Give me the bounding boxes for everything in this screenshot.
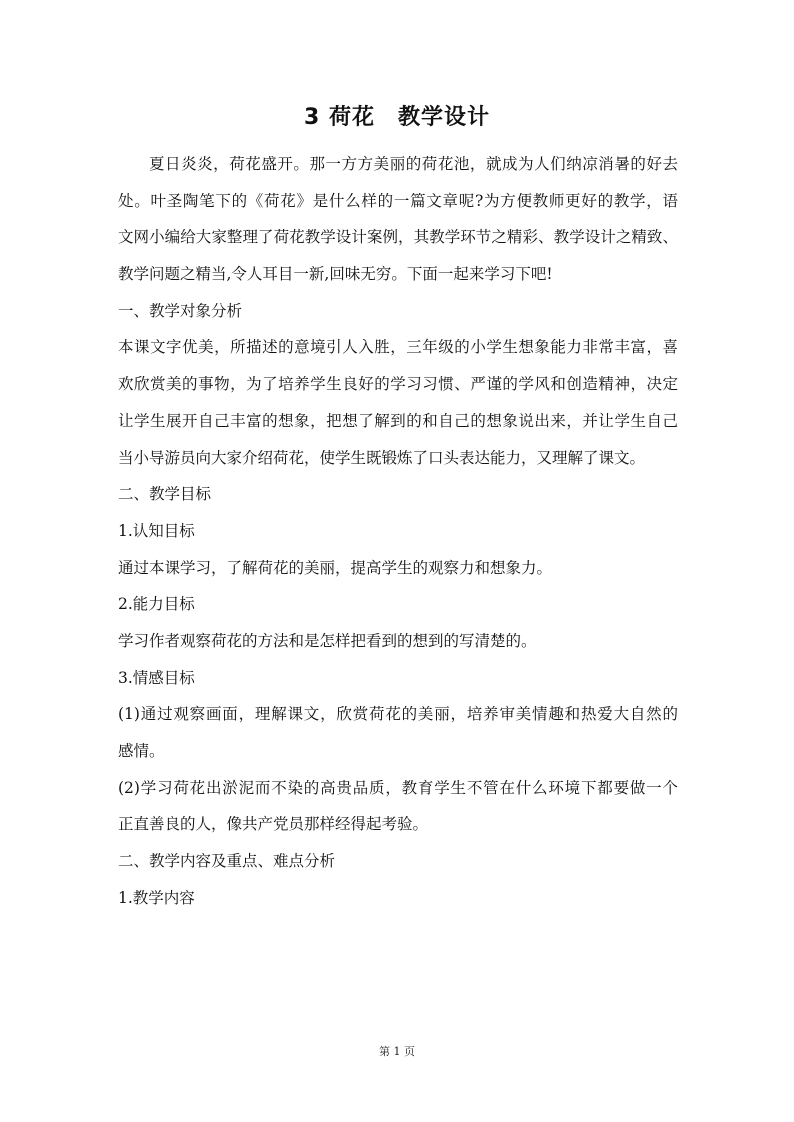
paragraph-line: 文网小编给大家整理了荷花教学设计案例，其教学环节之精彩、教学设计之精致、 <box>118 228 678 247</box>
paragraph-line: 教学问题之精当,令人耳目一新,回味无穷。下面一起来学习下吧! <box>118 265 553 284</box>
paragraph-line: 正直善良的人，像共产党员那样经得起考验。 <box>118 815 429 834</box>
page-number: 第 1 页 <box>379 1045 415 1058</box>
subsection-heading: 2.能力目标 <box>118 595 195 614</box>
paragraph-line: 夏日炎炎，荷花盛开。那一方方美丽的荷花池，就成为人们纳凉消暑的好去 <box>149 155 678 173</box>
paragraph-line: 本课文字优美，所描述的意境引人入胜，三年级的小学生想象能力非常丰富，喜 <box>118 338 678 357</box>
subsection-heading: 1.教学内容 <box>118 888 195 907</box>
subsection-heading: 3.情感目标 <box>118 668 195 687</box>
section-heading: 二、教学目标 <box>118 485 212 504</box>
paragraph-line: 通过本课学习，了解荷花的美丽，提高学生的观察力和想象力。 <box>118 558 553 577</box>
document-body <box>118 146 678 916</box>
subsection-heading: 1.认知目标 <box>118 521 195 540</box>
paragraph-line: (1)通过观察画面，理解课文，欣赏荷花的美丽，培养审美情趣和热爱大自然的 <box>118 705 678 724</box>
document-title: 3 荷花 教学设计 <box>304 105 490 130</box>
paragraph-line: 欢欣赏美的事物，为了培养学生良好的学习习惯、严谨的学风和创造精神，决定 <box>118 375 678 394</box>
section-heading: 一、教学对象分析 <box>118 301 243 320</box>
paragraph-line: 感情。 <box>118 742 165 760</box>
section-heading: 二、教学内容及重点、难点分析 <box>118 852 336 871</box>
paragraph-line: 当小导游员向大家介绍荷花，使学生既锻炼了口头表达能力，又理解了课文。 <box>118 448 646 467</box>
paragraph-line: 让学生展开自己丰富的想象，把想了解到的和自己的想象说出来，并让学生自己 <box>118 411 678 430</box>
paragraph-line: (2)学习荷花出淤泥而不染的高贵品质，教育学生不管在什么环境下都要做一个 <box>118 778 678 797</box>
paragraph-line: 处。叶圣陶笔下的《荷花》是什么样的一篇文章呢?为方便教师更好的教学，语 <box>118 191 678 210</box>
paragraph-line: 学习作者观察荷花的方法和是怎样把看到的想到的写清楚的。 <box>118 631 537 650</box>
